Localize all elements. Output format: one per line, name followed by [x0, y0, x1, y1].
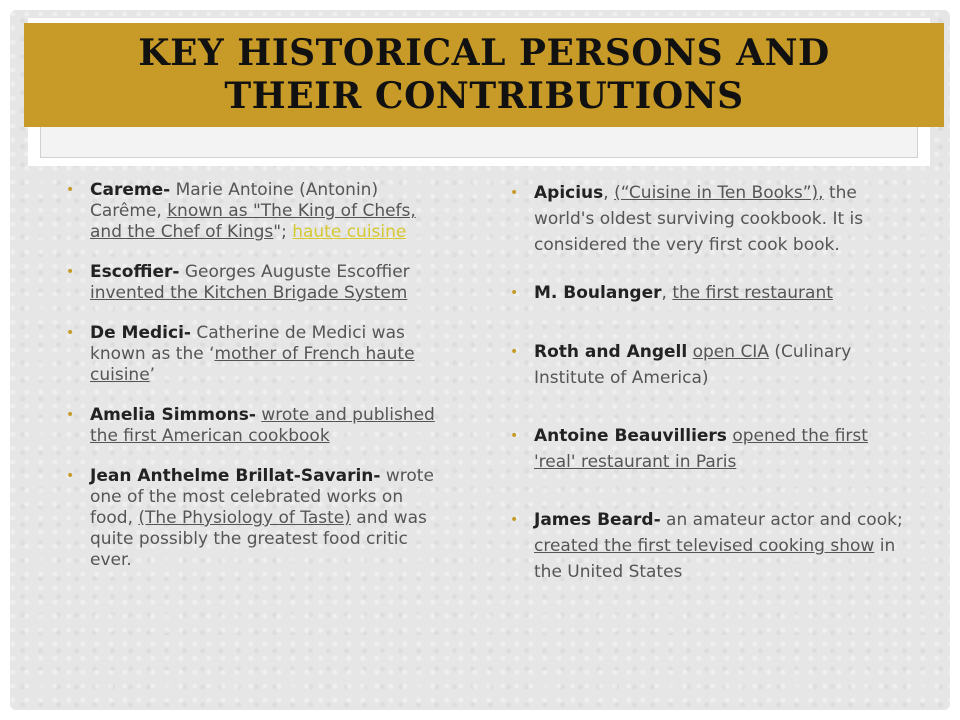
item-text: the world's oldest surviving cookbook. It is considered the very first cook book. — [534, 183, 864, 255]
bullet-icon: • — [66, 468, 75, 484]
item-text: Marie Antoine (Antonin) Carême, — [90, 180, 379, 221]
list-item-beauvilliers — [510, 423, 905, 475]
bullet-icon: • — [510, 344, 519, 360]
person-name: James Beard- — [534, 510, 661, 530]
right-column — [510, 180, 905, 585]
list-item-roth-angell — [510, 339, 905, 391]
person-name: Jean Anthelme Brillat-Savarin- — [90, 466, 381, 486]
item-text: Catherine de Medici was known as the ‘ — [90, 323, 405, 364]
person-name: Amelia Simmons- — [90, 405, 256, 425]
item-link[interactable]: created the first televised cooking show — [534, 536, 875, 556]
list-item-careme — [66, 180, 446, 243]
bullet-icon: • — [510, 185, 519, 201]
person-name: De Medici- — [90, 323, 191, 343]
item-text: , — [661, 283, 673, 303]
bullet-icon: • — [66, 182, 75, 198]
bullet-icon: • — [510, 285, 519, 301]
item-text: (Culinary Institute of America) — [534, 342, 852, 388]
item-link[interactable]: open CIA — [692, 342, 769, 362]
bullet-icon: • — [66, 325, 75, 341]
bullet-icon: • — [510, 512, 519, 528]
person-name: M. Boulanger — [534, 283, 662, 303]
item-link[interactable]: known as "The King of Chefs, and the Chef of Kings — [90, 201, 416, 242]
list-item-brillat-savarin — [66, 466, 446, 571]
title-line-1: KEY HISTORICAL PERSONS AND — [138, 32, 830, 74]
person-name: Apicius — [534, 183, 604, 203]
bullet-icon: • — [66, 407, 75, 423]
list-item-boulanger — [510, 280, 905, 306]
item-text: wrote one of the most celebrated works on food, — [90, 466, 434, 528]
item-text: Georges Auguste Escoffier — [179, 262, 410, 282]
item-link[interactable]: the first restaurant — [672, 283, 833, 303]
item-link-haute-cuisine[interactable]: haute cuisine — [292, 222, 407, 242]
person-name: Careme- — [90, 180, 171, 200]
list-item-james-beard — [510, 507, 905, 585]
item-text: ’ — [149, 365, 156, 385]
list-item-de-medici — [66, 323, 446, 386]
bullet-icon: • — [66, 264, 75, 280]
list-item-amelia-simmons — [66, 405, 446, 447]
left-column — [66, 180, 446, 590]
item-link[interactable]: (The Physiology of Taste) — [138, 508, 351, 528]
item-text: in the United States — [534, 536, 896, 582]
item-text: an amateur actor and cook; — [660, 510, 903, 530]
item-text: and was quite possibly the greatest food critic ever. — [90, 508, 427, 570]
person-name: Antoine Beauvilliers — [534, 426, 727, 446]
item-link[interactable]: invented the Kitchen Brigade System — [90, 283, 408, 303]
list-item-escoffier — [66, 262, 446, 304]
slide-title — [138, 32, 829, 118]
bullet-icon: • — [510, 428, 519, 444]
item-text: , — [603, 183, 615, 203]
item-link[interactable]: wrote and published the first American cookbook — [90, 405, 435, 446]
item-link[interactable]: (“Cuisine in Ten Books”), — [614, 183, 824, 203]
item-text: "; — [273, 222, 293, 242]
person-name: Escoffier- — [90, 262, 180, 282]
list-item-apicius — [510, 180, 905, 258]
title-line-2: THEIR CONTRIBUTIONS — [224, 75, 744, 117]
person-name: Roth and Angell — [534, 342, 688, 362]
item-link[interactable]: opened the first 'real' restaurant in Paris — [534, 426, 868, 472]
title-bar — [24, 23, 944, 127]
item-link[interactable]: mother of French haute cuisine — [90, 344, 415, 385]
